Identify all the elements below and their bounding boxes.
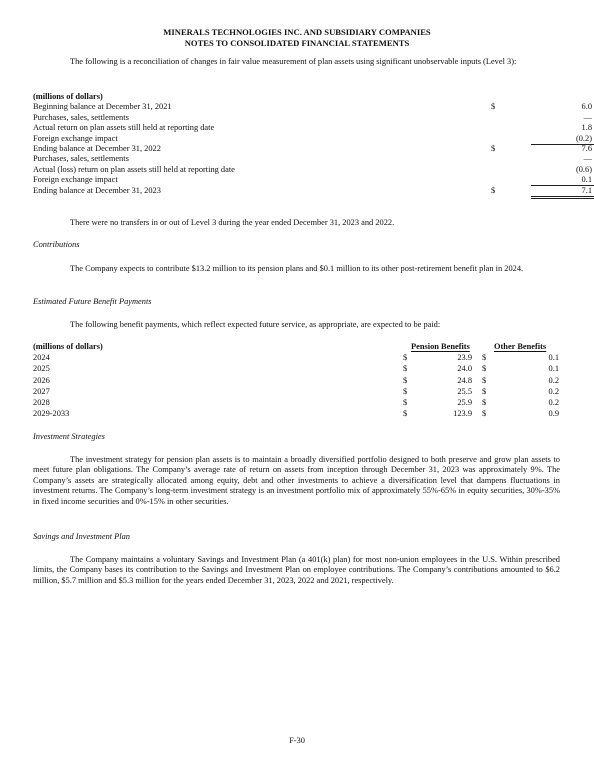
table-unit-header-row: [33, 92, 560, 102]
transfers-text: There were no transfers in or out of Level 3 during the year ended December 31, 2023 and 2022.: [70, 218, 395, 227]
table-row: [33, 185, 592, 196]
year-cell: 2025: [33, 364, 50, 374]
dollar-sign: $: [403, 409, 408, 419]
contributions-text: The Company expects to contribute $13.2 million to its pension plans and $0.1 million to its other post-retirement benefit plan in 2024.: [70, 264, 524, 273]
dollar-sign: $: [491, 143, 496, 153]
dollar-sign: $: [403, 386, 408, 396]
future-payments-paragraph: [33, 320, 560, 330]
intro-text: The following is a reconciliation of changes in fair value measurement of plan assets using significant unobservable inputs (Level 3):: [70, 57, 517, 66]
row-value: —: [583, 112, 592, 122]
dollar-sign: $: [403, 353, 408, 363]
other-value: 0.2: [548, 386, 559, 396]
row-value: 7.1: [581, 185, 592, 195]
row-label: Ending balance at December 31, 2022: [33, 143, 161, 153]
other-value: 0.1: [548, 353, 559, 363]
table-row: [33, 398, 560, 409]
table-row: [33, 409, 560, 420]
dollar-sign: $: [491, 185, 496, 195]
row-value: —: [583, 154, 592, 164]
row-label: Actual return on plan assets still held at reporting date: [33, 123, 215, 133]
investment-strategies-heading: Investment Strategies: [33, 432, 105, 441]
table-row: [33, 353, 560, 364]
section-title: NOTES TO CONSOLIDATED FINANCIAL STATEMENTS: [184, 38, 410, 48]
other-value: 0.9: [548, 409, 559, 419]
table-row: [33, 143, 592, 154]
year-cell: 2024: [33, 353, 50, 363]
year-cell: 2029-2033: [33, 409, 70, 419]
dollar-sign: $: [482, 397, 487, 407]
table-row: [33, 376, 560, 387]
dollar-sign: $: [491, 102, 496, 112]
row-label: Purchases, sales, settlements: [33, 154, 129, 164]
row-value: 7.6: [581, 143, 592, 153]
total-rule-top: [531, 196, 594, 197]
dollar-sign: $: [403, 364, 408, 374]
table-row: [33, 387, 560, 398]
total-rule-bottom: [531, 198, 594, 199]
dollar-sign: $: [403, 397, 408, 407]
unit-header: (millions of dollars): [33, 92, 103, 101]
column-header-pension: Pension Benefits: [411, 342, 470, 351]
pension-value: 123.9: [453, 409, 472, 419]
table-header-row: [33, 342, 560, 353]
page-number: F-30: [289, 736, 305, 745]
dollar-sign: $: [482, 364, 487, 374]
contributions-heading: Contributions: [33, 240, 80, 249]
row-label: Purchases, sales, settlements: [33, 112, 129, 122]
future-payments-text: The following benefit payments, which reflect expected future service, as appropriate, are expected to be paid:: [70, 320, 441, 329]
other-value: 0.2: [548, 397, 559, 407]
dollar-sign: $: [482, 386, 487, 396]
savings-plan-paragraph: [33, 555, 560, 586]
savings-plan-text: The Company maintains a voluntary Savings and Investment Plan (a 401(k) plan) for most non-union employees in the U.S. Within prescribed limits, the Company bases its contribution to the Savings and Investment Plan on employee contributions. The Company’s contributions amounted to $6.2 million, $5.7 million and $5.3 million for the years ended December 31, 2023, 2022 and 2021, respectively.: [33, 555, 560, 585]
investment-strategies-paragraph: [33, 455, 560, 507]
table-row: [33, 112, 592, 123]
row-value: 1.8: [581, 123, 592, 133]
dollar-sign: $: [403, 375, 408, 385]
row-label: Beginning balance at December 31, 2021: [33, 102, 172, 112]
year-cell: 2026: [33, 375, 50, 385]
table-row: [33, 175, 592, 185]
benefit-payments-table: [33, 342, 560, 420]
table-row: [33, 102, 592, 112]
intro-paragraph: [33, 57, 560, 67]
row-value: 6.0: [581, 102, 592, 112]
contributions-paragraph: [33, 264, 560, 274]
investment-strategies-text: The investment strategy for pension plan assets is to maintain a broadly diversified portfolio designed to both preserve and grow plan assets to meet future plan obligations. The Company’s average rate of return on assets from inception through December 31, 2023 was approximately 9%. The Company’s assets are strategically allocated among equity, debt and other investments to achieve a diversification level that dampens fluctuations in investment returns. The Company’s long-term investment strategy is an investment portfolio mix of approximately 55%-65% in equity securities, 30%-35% in fixed income securities and 0%-15% in other securities.: [33, 455, 560, 506]
row-label: Foreign exchange impact: [33, 133, 118, 143]
table-row: [33, 123, 592, 133]
row-label: Foreign exchange impact: [33, 175, 118, 185]
pension-value: 25.9: [457, 397, 472, 407]
dollar-sign: $: [482, 409, 487, 419]
savings-plan-heading: Savings and Investment Plan: [33, 532, 130, 541]
pension-value: 23.9: [457, 353, 472, 363]
row-value: (0.6): [575, 164, 592, 174]
row-value: (0.2): [575, 133, 592, 143]
pension-value: 25.5: [457, 386, 472, 396]
pension-value: 24.8: [457, 375, 472, 385]
row-value: 0.1: [581, 175, 592, 185]
transfers-paragraph: [33, 218, 560, 228]
table-row: [33, 364, 560, 375]
dollar-sign: $: [482, 375, 487, 385]
pension-value: 24.0: [457, 364, 472, 374]
year-cell: 2028: [33, 397, 50, 407]
level3-reconciliation-table: [33, 92, 592, 196]
row-label: Actual (loss) return on plan assets still held at reporting date: [33, 164, 235, 174]
dollar-sign: $: [482, 353, 487, 363]
table-row: [33, 154, 592, 164]
company-title: MINERALS TECHNOLOGIES INC. AND SUBSIDIARY COMPANIES: [163, 27, 431, 37]
other-value: 0.2: [548, 375, 559, 385]
year-cell: 2027: [33, 386, 50, 396]
table-row: [33, 164, 592, 175]
unit-header: (millions of dollars): [33, 342, 103, 351]
other-value: 0.1: [548, 364, 559, 374]
column-header-other: Other Benefits: [494, 342, 547, 351]
future-payments-heading: Estimated Future Benefit Payments: [33, 297, 152, 306]
row-label: Ending balance at December 31, 2023: [33, 185, 161, 195]
table-row: [33, 133, 592, 144]
